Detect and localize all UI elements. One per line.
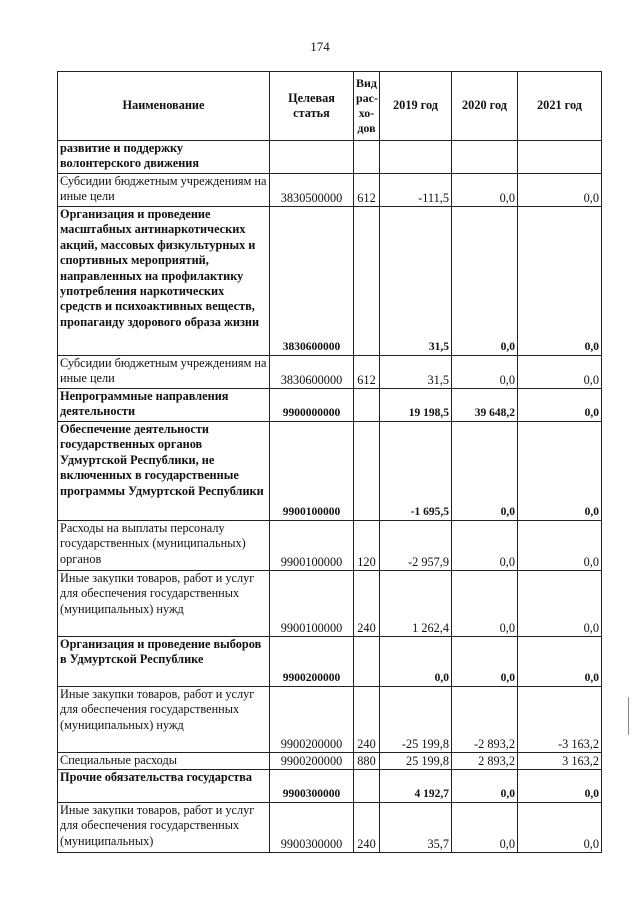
row-name: Непрограммные направления деятельности xyxy=(58,389,270,422)
row-type: 240 xyxy=(354,571,380,637)
row-type: 240 xyxy=(354,687,380,753)
row-2021: 0,0 xyxy=(518,637,602,687)
row-name: Организация и проведение выборов в Удмуртской Республике xyxy=(58,637,270,687)
row-2019: 31,5 xyxy=(380,207,452,356)
table-row xyxy=(58,207,602,356)
row-code: 9900300000 xyxy=(270,803,354,853)
row-2021: 0,0 xyxy=(518,422,602,521)
header-2020: 2020 год xyxy=(452,72,518,141)
row-code: 3830600000 xyxy=(270,356,354,389)
row-2021 xyxy=(518,141,602,174)
row-type xyxy=(354,141,380,174)
row-2019: 31,5 xyxy=(380,356,452,389)
row-2020: 0,0 xyxy=(452,770,518,803)
table-row xyxy=(58,422,602,521)
row-2021: 0,0 xyxy=(518,571,602,637)
row-2021: 0,0 xyxy=(518,174,602,207)
table-row xyxy=(58,174,602,207)
header-2019: 2019 год xyxy=(380,72,452,141)
row-type: 120 xyxy=(354,521,380,571)
row-2020: 2 893,2 xyxy=(452,753,518,770)
row-2021: 0,0 xyxy=(518,521,602,571)
row-2019 xyxy=(380,141,452,174)
row-code: 9900100000 xyxy=(270,422,354,521)
budget-table xyxy=(57,71,602,853)
row-2019: 19 198,5 xyxy=(380,389,452,422)
table-row xyxy=(58,637,602,687)
row-2019: 1 262,4 xyxy=(380,571,452,637)
scan-margin-mark xyxy=(628,697,629,735)
row-2019: 35,7 xyxy=(380,803,452,853)
table-row xyxy=(58,687,602,753)
table-row xyxy=(58,803,602,853)
row-2019: -1 695,5 xyxy=(380,422,452,521)
row-2020: 39 648,2 xyxy=(452,389,518,422)
table-row xyxy=(58,571,602,637)
page-number: 174 xyxy=(310,39,330,54)
table-row xyxy=(58,389,602,422)
row-name: Иные закупки товаров, работ и услуг для обеспечения государственных (муниципальных) нужд xyxy=(58,687,270,753)
row-2020 xyxy=(452,141,518,174)
row-type: 612 xyxy=(354,356,380,389)
row-2019: 25 199,8 xyxy=(380,753,452,770)
row-name: Иные закупки товаров, работ и услуг для обеспечения государственных (муниципальных) xyxy=(58,803,270,853)
row-2021: 0,0 xyxy=(518,803,602,853)
row-code: 3830500000 xyxy=(270,174,354,207)
row-type xyxy=(354,422,380,521)
row-name: Специальные расходы xyxy=(58,753,270,770)
row-name: Организация и проведение масштабных антинаркотических акций, массовых физкультурных и спортивных мероприятий, направленных на профилактику употребления наркотических средств и психоактивных веществ, пропаганду здорового образа жизни xyxy=(58,207,270,356)
table-row xyxy=(58,770,602,803)
row-code: 9900000000 xyxy=(270,389,354,422)
table-row xyxy=(58,753,602,770)
header-code: Целевая статья xyxy=(270,72,354,141)
row-2019: -25 199,8 xyxy=(380,687,452,753)
row-2020: 0,0 xyxy=(452,356,518,389)
row-type xyxy=(354,207,380,356)
row-type: 240 xyxy=(354,803,380,853)
row-2020: 0,0 xyxy=(452,174,518,207)
row-2020: 0,0 xyxy=(452,637,518,687)
row-2021: -3 163,2 xyxy=(518,687,602,753)
row-2020: -2 893,2 xyxy=(452,687,518,753)
row-name: Субсидии бюджетным учреждениям на иные цели xyxy=(58,174,270,207)
row-type xyxy=(354,389,380,422)
row-code: 9900200000 xyxy=(270,753,354,770)
row-name: Иные закупки товаров, работ и услуг для обеспечения государственных (муниципальных) нужд xyxy=(58,571,270,637)
table-row xyxy=(58,356,602,389)
table-row xyxy=(58,521,602,571)
header-name: Наименование xyxy=(58,72,270,141)
header-2021: 2021 год xyxy=(518,72,602,141)
row-code xyxy=(270,141,354,174)
row-2020: 0,0 xyxy=(452,521,518,571)
row-2021: 0,0 xyxy=(518,389,602,422)
row-2021: 0,0 xyxy=(518,356,602,389)
header-row xyxy=(58,72,602,141)
row-code: 9900200000 xyxy=(270,637,354,687)
table-row xyxy=(58,141,602,174)
row-name: Субсидии бюджетным учреждениям на иные цели xyxy=(58,356,270,389)
row-code: 9900100000 xyxy=(270,521,354,571)
row-2019: 4 192,7 xyxy=(380,770,452,803)
row-code: 3830600000 xyxy=(270,207,354,356)
row-2019: -111,5 xyxy=(380,174,452,207)
row-type: 880 xyxy=(354,753,380,770)
row-2019: -2 957,9 xyxy=(380,521,452,571)
row-2020: 0,0 xyxy=(452,207,518,356)
row-code: 9900200000 xyxy=(270,687,354,753)
row-name: Расходы на выплаты персоналу государственных (муниципальных) органов xyxy=(58,521,270,571)
row-type: 612 xyxy=(354,174,380,207)
row-2021: 0,0 xyxy=(518,207,602,356)
row-2021: 0,0 xyxy=(518,770,602,803)
row-2020: 0,0 xyxy=(452,803,518,853)
row-code: 9900300000 xyxy=(270,770,354,803)
row-2020: 0,0 xyxy=(452,422,518,521)
row-name: Прочие обязательства государства xyxy=(58,770,270,803)
row-name: развитие и поддержку волонтерского движения xyxy=(58,141,270,174)
row-name: Обеспечение деятельности государственных органов Удмуртской Республики, не включенных в государственные программы Удмуртской Республики xyxy=(58,422,270,521)
row-type xyxy=(354,770,380,803)
header-type: Вид рас-хо-дов xyxy=(354,72,380,141)
row-type xyxy=(354,637,380,687)
row-2020: 0,0 xyxy=(452,571,518,637)
row-code: 9900100000 xyxy=(270,571,354,637)
row-2021: 3 163,2 xyxy=(518,753,602,770)
row-2019: 0,0 xyxy=(380,637,452,687)
